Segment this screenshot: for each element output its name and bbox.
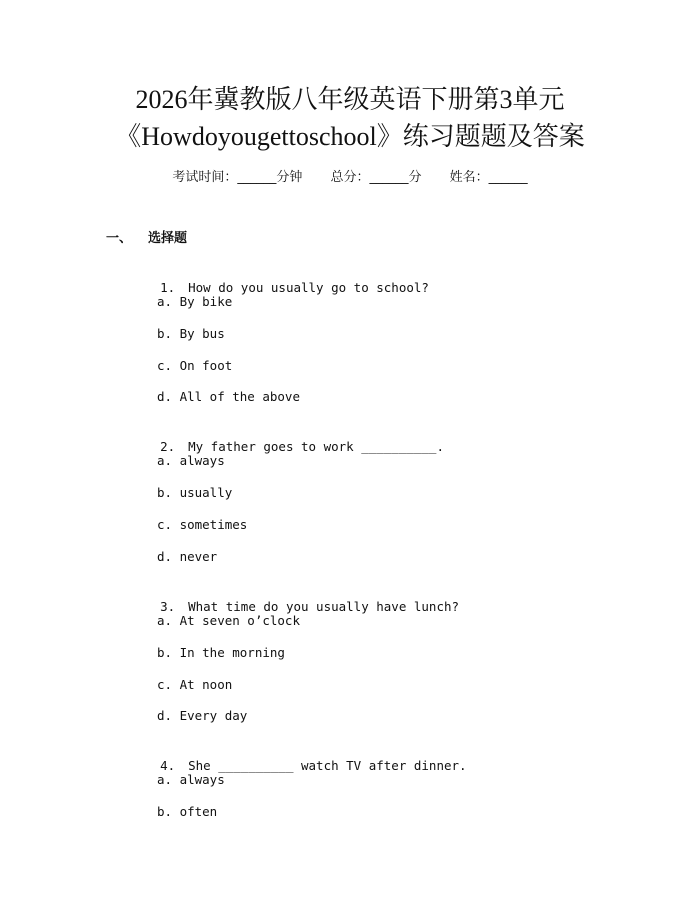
section-number: 一、 [106, 231, 133, 246]
question-text: What time do you usually have lunch? [188, 599, 460, 614]
question-2-option-d: d. never [157, 549, 218, 564]
section-heading [106, 230, 187, 248]
question-text: My father goes to work __________. [188, 439, 444, 454]
question-3-option-b: b. In the morning [157, 645, 285, 660]
question-number: 4. [160, 758, 176, 773]
document-title-line-2: 《Howdoyougettoschool》练习题题及答案 [115, 122, 585, 151]
exam-info-line [0, 168, 700, 188]
question-1-option-a: a. By bike [157, 294, 233, 309]
exam-time-label: 考试时间：______分钟 [172, 170, 303, 185]
question-number: 3. [160, 599, 176, 614]
question-3-option-a: a. At seven o’clock [157, 613, 300, 628]
question-3-option-c: c. At noon [157, 677, 233, 692]
question-1-option-b: b. By bus [157, 326, 225, 341]
student-name-label: 姓名：______ [449, 170, 528, 185]
question-4-option-a: a. always [157, 772, 225, 787]
document-title-line-1: 2026年冀教版八年级英语下册第3单元 [135, 85, 565, 114]
question-number: 1. [160, 280, 176, 295]
question-text: How do you usually go to school? [188, 280, 429, 295]
question-number: 2. [160, 439, 176, 454]
section-title: 选择题 [148, 231, 188, 246]
question-4-option-b: b. often [157, 804, 218, 819]
question-3-option-d: d. Every day [157, 708, 248, 723]
question-2-option-a: a. always [157, 453, 225, 468]
question-text: She __________ watch TV after dinner. [188, 758, 467, 773]
question-1-option-d: d. All of the above [157, 389, 300, 404]
question-2-option-b: b. usually [157, 485, 233, 500]
question-1-option-c: c. On foot [157, 358, 233, 373]
total-score-label: 总分：______分 [330, 170, 422, 185]
question-2-option-c: c. sometimes [157, 517, 248, 532]
